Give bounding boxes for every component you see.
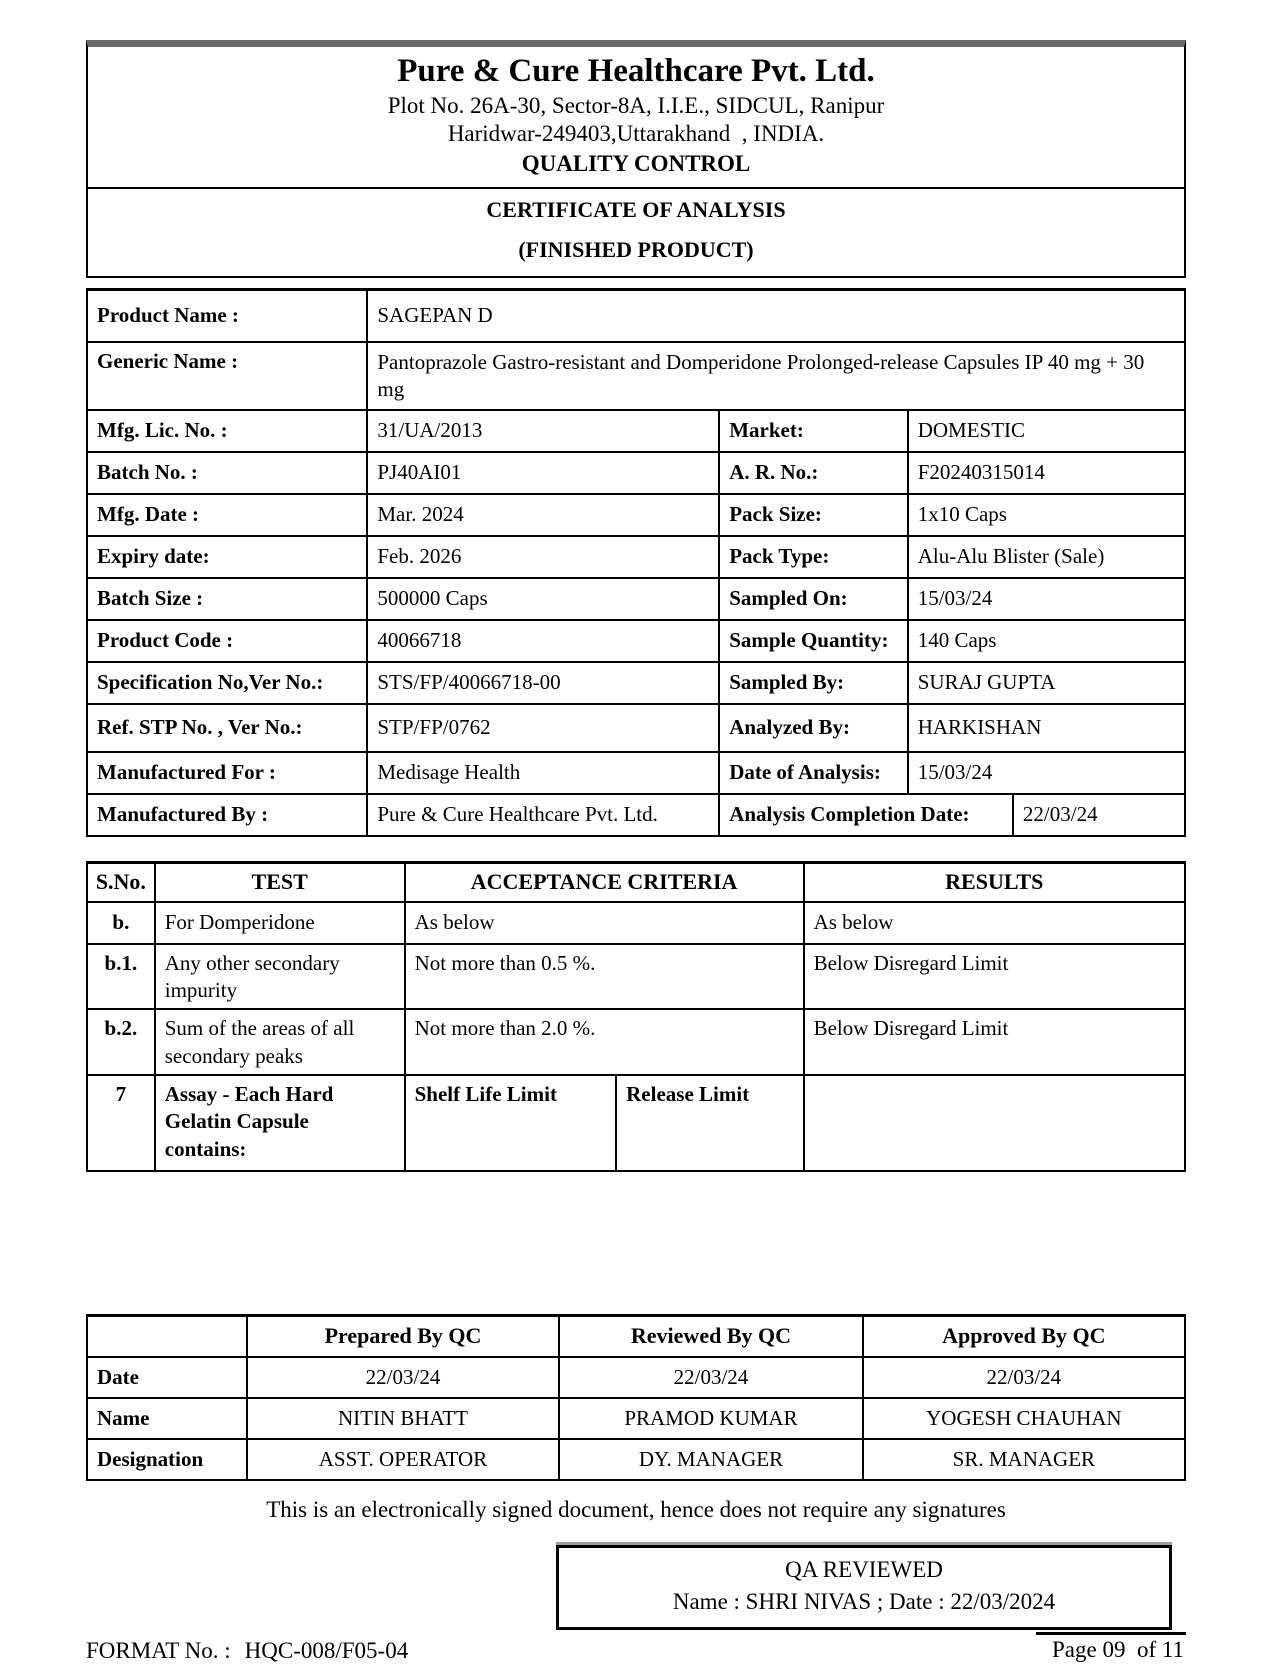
- test-criteria: Not more than 2.0 %.: [404, 1010, 803, 1074]
- field-label: Sampled On:: [718, 579, 907, 619]
- field-label: Generic Name :: [97, 348, 239, 373]
- table-row: [88, 619, 1184, 661]
- company-name: Pure & Cure Healthcare Pvt. Ltd.: [397, 53, 875, 89]
- table-row: [88, 1438, 1184, 1479]
- test-sno: 7: [115, 1082, 127, 1107]
- field-value: DOMESTIC: [907, 411, 1184, 451]
- table-row: [88, 901, 1184, 943]
- test-name: Assay - Each Hard Gelatin Capsule contains:: [154, 1076, 404, 1170]
- field-value: 1x10 Caps: [907, 495, 1184, 535]
- field-label: Manufactured By :: [97, 802, 269, 827]
- table-row: [88, 1074, 1184, 1170]
- format-number-value: HQC-008/F05-04: [244, 1637, 409, 1663]
- field-value: 15/03/24: [907, 579, 1184, 619]
- column-header-prepared: Prepared By QC: [246, 1317, 558, 1356]
- field-value: SURAJ GUPTA: [907, 663, 1184, 703]
- product-details-table: [86, 288, 1186, 837]
- column-header-results: RESULTS: [803, 864, 1184, 901]
- certificate-document: [86, 0, 1186, 1664]
- test-results-table: [86, 861, 1186, 1172]
- field-label: Analysis Completion Date:: [718, 795, 1012, 835]
- signoff-header-empty: [88, 1317, 246, 1356]
- signoff-value: ASST. OPERATOR: [246, 1440, 558, 1479]
- field-value: STS/FP/40066718-00: [366, 663, 718, 703]
- table-header-row: [88, 864, 1184, 901]
- field-label: Batch No. :: [97, 460, 198, 485]
- signoff-row-label: Designation: [97, 1446, 204, 1471]
- document-header: [86, 40, 1186, 278]
- test-criteria-shelf-life: Shelf Life Limit: [404, 1076, 616, 1170]
- signoff-value: SR. MANAGER: [862, 1440, 1184, 1479]
- certificate-title-section: [88, 189, 1184, 276]
- field-value: 31/UA/2013: [366, 411, 718, 451]
- table-row: [88, 577, 1184, 619]
- table-row: [88, 535, 1184, 577]
- table-row: [88, 341, 1184, 409]
- field-label: Pack Size:: [718, 495, 907, 535]
- document-title: CERTIFICATE OF ANALYSIS: [486, 197, 786, 223]
- signoff-value: PRAMOD KUMAR: [558, 1399, 862, 1438]
- table-row: [88, 661, 1184, 703]
- field-value: PJ40AI01: [366, 453, 718, 493]
- signoff-row-label: Date: [97, 1364, 139, 1389]
- signoff-value: NITIN BHATT: [246, 1399, 558, 1438]
- field-label: Specification No,Ver No.:: [97, 670, 324, 695]
- test-name: Sum of the areas of all secondary peaks: [154, 1010, 404, 1074]
- field-value: STP/FP/0762: [366, 705, 718, 751]
- table-row: [88, 793, 1184, 835]
- field-value: 22/03/24: [1012, 795, 1175, 835]
- qa-reviewed-box: [556, 1545, 1172, 1630]
- electronic-signature-note: This is an electronically signed document, hence does not require any signatures: [266, 1497, 1006, 1523]
- qa-reviewed-title: QA REVIEWED: [785, 1557, 943, 1583]
- field-value: Alu-Alu Blister (Sale): [907, 537, 1184, 577]
- field-value: 500000 Caps: [366, 579, 718, 619]
- field-label: Market:: [718, 411, 907, 451]
- field-value: HARKISHAN: [907, 705, 1184, 751]
- field-label: Analyzed By:: [718, 705, 907, 751]
- format-number-label: FORMAT No. :: [86, 1637, 231, 1663]
- table-row: [88, 943, 1184, 1009]
- table-row: [88, 409, 1184, 451]
- field-value: 140 Caps: [907, 621, 1184, 661]
- company-header: [88, 47, 1184, 189]
- field-value: SAGEPAN D: [366, 291, 1184, 341]
- department-title: QUALITY CONTROL: [521, 151, 751, 177]
- field-label: Manufactured For :: [97, 760, 276, 785]
- company-address-line2: Haridwar-249403,Uttarakhand , INDIA.: [447, 121, 825, 147]
- column-header-sno: S.No.: [95, 869, 146, 895]
- table-row: [88, 493, 1184, 535]
- test-sno: b.1.: [104, 950, 138, 975]
- field-value: Pure & Cure Healthcare Pvt. Ltd.: [366, 795, 718, 835]
- test-name: For Domperidone: [154, 903, 404, 943]
- field-label: Batch Size :: [97, 586, 204, 611]
- document-subtitle: (FINISHED PRODUCT): [518, 237, 754, 263]
- field-label: Product Code :: [97, 628, 234, 653]
- field-value: Medisage Health: [366, 753, 718, 793]
- signoff-value: 22/03/24: [246, 1358, 558, 1397]
- page-footer: [86, 1632, 1186, 1664]
- table-row: [88, 451, 1184, 493]
- field-label: Mfg. Date :: [97, 502, 200, 527]
- field-label: Expiry date:: [97, 544, 210, 569]
- signoff-value: 22/03/24: [558, 1358, 862, 1397]
- test-result-empty: [803, 1076, 1184, 1170]
- field-label: A. R. No.:: [718, 453, 907, 493]
- test-criteria: Not more than 0.5 %.: [404, 945, 803, 1009]
- column-header-criteria: ACCEPTANCE CRITERIA: [404, 864, 803, 901]
- test-result: Below Disregard Limit: [803, 945, 1184, 1009]
- table-row: [88, 1397, 1184, 1438]
- table-row: [88, 291, 1184, 341]
- test-sno: b.2.: [104, 1016, 138, 1041]
- test-result: Below Disregard Limit: [803, 1010, 1184, 1074]
- test-name: Any other secondary impurity: [154, 945, 404, 1009]
- table-header-row: [88, 1317, 1184, 1356]
- test-result: As below: [803, 903, 1184, 943]
- signoff-row-label: Name: [97, 1405, 150, 1430]
- signoff-value: 22/03/24: [862, 1358, 1184, 1397]
- field-label: Date of Analysis:: [718, 753, 907, 793]
- column-header-approved: Approved By QC: [862, 1317, 1184, 1356]
- field-label: Sample Quantity:: [718, 621, 907, 661]
- field-value: Pantoprazole Gastro-resistant and Domperidone Prolonged-release Capsules IP 40 mg + 30 mg: [366, 343, 1184, 409]
- signoff-value: YOGESH CHAUHAN: [862, 1399, 1184, 1438]
- signoff-table: [86, 1314, 1186, 1481]
- field-label: Mfg. Lic. No. :: [97, 418, 228, 443]
- field-value: Mar. 2024: [366, 495, 718, 535]
- field-value: 40066718: [366, 621, 718, 661]
- test-criteria: As below: [404, 903, 803, 943]
- qa-reviewed-detail: Name : SHRI NIVAS ; Date : 22/03/2024: [672, 1588, 1056, 1614]
- field-value: 15/03/24: [907, 753, 1184, 793]
- column-header-test: TEST: [154, 864, 404, 901]
- signoff-value: DY. MANAGER: [558, 1440, 862, 1479]
- field-label: Ref. STP No. , Ver No.:: [97, 715, 303, 740]
- company-address-line1: Plot No. 26A-30, Sector-8A, I.I.E., SIDCUL, Ranipur: [387, 93, 885, 119]
- table-row: [88, 1356, 1184, 1397]
- table-row: [88, 751, 1184, 793]
- column-header-reviewed: Reviewed By QC: [558, 1317, 862, 1356]
- field-value: Feb. 2026: [366, 537, 718, 577]
- field-value: F20240315014: [907, 453, 1184, 493]
- test-sno: b.: [112, 910, 130, 935]
- table-row: [88, 703, 1184, 751]
- field-label: Product Name :: [97, 303, 239, 328]
- field-label: Pack Type:: [718, 537, 907, 577]
- field-label: Sampled By:: [718, 663, 907, 703]
- test-criteria-release: Release Limit: [615, 1076, 802, 1170]
- format-number: [86, 1632, 408, 1664]
- page-number: Page 09 of 11: [1036, 1632, 1186, 1663]
- table-row: [88, 1008, 1184, 1074]
